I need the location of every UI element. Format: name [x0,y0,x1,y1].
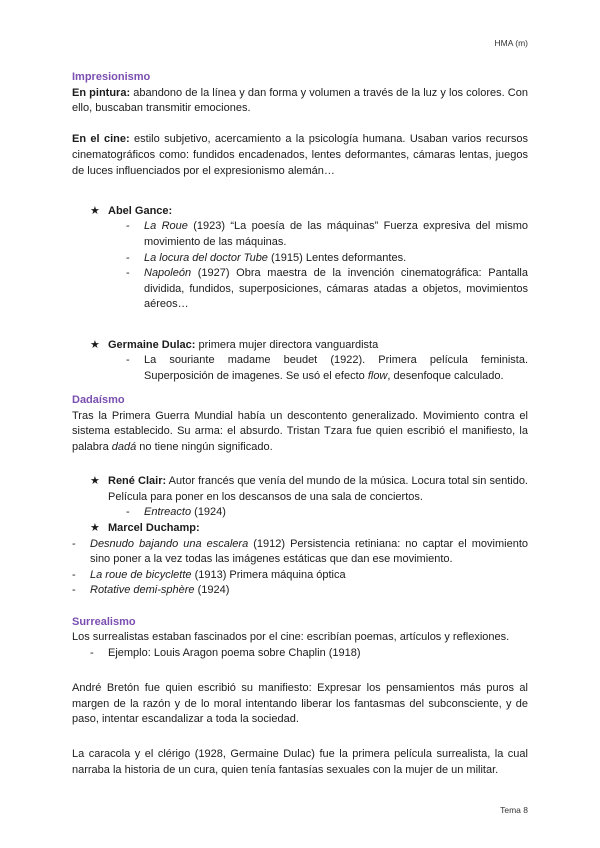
paragraph-caracola: La caracola y el clérigo (1928, Germaine Dulac) fue la primera película surrealista, la cual narraba la historia de un cura, quien tenía fantasías sexuales con la mujer de un militar. [72,748,528,776]
abel-gance-name: Abel Gance: [108,204,173,217]
film-title: Desnudo bajando una escalera [90,537,249,550]
section-heading-surrealismo: Surrealismo [72,615,136,628]
bullet-rene-clair [72,474,528,505]
film-description: (1924) [194,584,230,597]
film-title: La locura del doctor Tube [144,251,268,264]
clair-film-list [72,505,528,521]
pintura-text: abandono de la línea y dan forma y volumen a través de la luz y los colores. Con ello, buscaban transmitir emociones. [72,86,528,115]
example-text: Ejemplo: Louis Aragon poema sobre Chaplin (1918) [108,646,361,659]
list-item [72,568,528,584]
film-description: (1924) [191,506,226,519]
page-footer: Tema 8 [500,805,528,815]
dash-icon: - [90,646,94,659]
dash-icon: - [72,584,76,597]
film-description: (1927) Obra maestra de la invención cinematográfica: Pantalla dividida, fundidos, superposiciones, cámaras atadas a objetos, movimientos aéreos… [144,267,528,311]
dash-icon: - [126,506,130,519]
section-heading-dadaismo: Dadaísmo [72,394,125,407]
dash-icon: - [126,354,130,367]
emphasis-dada: dadá [111,441,137,454]
paragraph-surrealismo-intro: Los surrealistas estaban fascinados por el cine: escribían poemas, artículos y reflexiones. [72,631,510,644]
germaine-dulac-desc: primera mujer directora vanguardista [195,338,379,351]
film-description: (1923) “La poesía de las máquinas” Fuerza expresiva del mismo movimiento de las máquinas. [144,220,528,248]
paragraph-cine [72,132,528,179]
pintura-label: En pintura: [72,86,131,99]
film-description: (1915) Lentes deformantes. [267,251,407,264]
dash-icon: - [72,537,76,550]
intro-text: Tras la Primera Guerra Mundial había un descontento generalizado. Movimiento contra el sistema establecido. Su arma: el absurdo. Tristan Tzara fue quien escribió el manifiesto, la palabra [72,409,528,454]
paragraph-breton: André Bretón fue quien escribió su manifiesto: Expresar los pensamientos más puros al margen de la razón y de lo moral intentando liberar los fantasmas del subconsciente, y de paso, intentar escandalizar a toda la sociedad. [72,681,528,726]
intro-text: no tiene ningún significado. [136,441,273,454]
section-heading-impresionismo: Impresionismo [72,71,151,83]
film-title: La roue de bicyclette [90,568,192,581]
surrealismo-example-list [72,646,528,662]
list-item [72,266,528,313]
cine-text: estilo subjetivo, acercamiento a la psicología humana. Usaban varios recursos cinematográficos como: fundidos encadenados, lentes deformantes, cámaras lentas, juegos de luces influenciados por el expresionismo alemán… [72,133,528,177]
star-icon: ★ [90,338,100,351]
paragraph-pintura [72,86,528,117]
dash-icon: - [126,251,130,264]
film-title: Entreacto [144,506,192,519]
film-title: La Roue [144,220,188,233]
list-item [72,583,528,599]
bullet-abel-gance [72,204,528,220]
bullet-germaine-dulac [72,338,528,354]
film-description: (1912) Persistencia retiniana: no captar el movimiento sino poner a la vez todas las imágenes estáticas que dan ese movimiento. [90,537,529,566]
dulac-film-list [72,353,528,384]
star-icon: ★ [90,522,100,535]
list-item [72,646,528,662]
dash-icon: - [126,267,130,280]
star-icon: ★ [90,204,100,217]
page-content [72,70,528,779]
page-header: HMA (m) [494,38,528,48]
cine-label: En el cine: [72,133,130,146]
dash-icon: - [72,568,76,581]
list-item [72,353,528,384]
rene-clair-desc: Autor francés que venía del mundo de la música. Locura total sin sentido. Película para poner en los descansos de una sala de conciertos. [108,475,528,503]
rene-clair-name: René Clair: [108,475,167,488]
list-item [72,505,528,521]
dash-icon: - [126,220,130,233]
film-title: Rotative demi-sphère [90,584,195,597]
paragraph-dadaismo-intro [72,409,528,456]
list-item [72,251,528,267]
marcel-duchamp-name: Marcel Duchamp: [108,522,200,535]
film-title: Napoleón [144,267,192,280]
bullet-marcel-duchamp [72,521,528,537]
emphasis-flow: flow [367,369,388,382]
film-description: , desenfoque calculado. [387,369,504,382]
duchamp-film-list [72,537,528,599]
film-description: La souriante madame beudet (1922). Primera película feminista. Superposición de imagenes. Se usó el efecto [144,354,528,382]
gance-film-list [72,219,528,313]
film-description: (1913) Primera máquina óptica [191,568,346,581]
germaine-dulac-name: Germaine Dulac: [108,338,196,351]
list-item [72,219,528,250]
list-item [72,537,528,568]
star-icon: ★ [90,475,100,488]
